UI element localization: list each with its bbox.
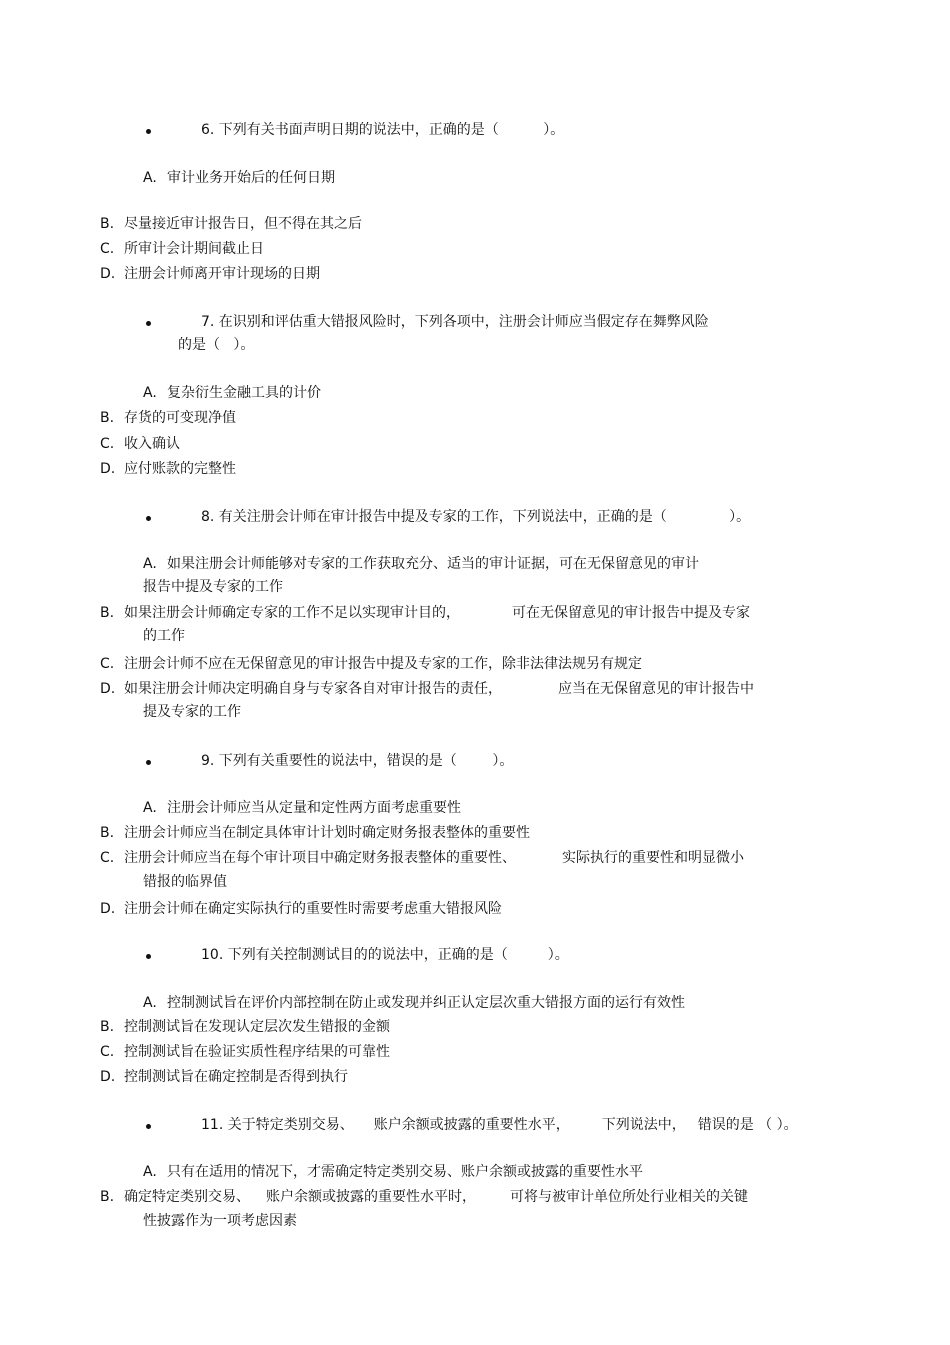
option-text-2: 实际执行的重要性和明显微小 [562,850,744,866]
option-text: 只有在适用的情况下，才需确定特定类别交易、账户余额或披露的重要性水平 [167,1164,643,1180]
stem-part-2: 账户余额或披露的重要性水平， [373,1117,570,1133]
option-letter: D. [100,461,116,477]
question-10-stem: 10. 下列有关控制测试目的的说法中，正确的是（ ）。 [201,947,569,963]
option-letter: C. [100,656,115,672]
question-11-stem [201,1114,798,1136]
q8-option-a[interactable] [143,553,699,575]
bullet-q7 [146,321,151,326]
stem-part-1: 11. 关于特定类别交易、 [201,1117,354,1133]
option-text: 如果注册会计师确定专家的工作不足以实现审计目的， [124,605,460,621]
option-text: 注册会计师应当在每个审计项目中确定财务报表整体的重要性、 [124,850,516,866]
bullet-q6 [146,129,151,134]
q6-option-a[interactable] [143,167,335,189]
option-letter: A. [143,1164,157,1180]
option-letter: A. [143,995,157,1011]
q8-option-c[interactable] [100,653,642,675]
q9-option-a[interactable] [143,797,461,819]
q9-option-b[interactable] [100,822,530,844]
option-letter: D. [100,681,116,697]
q9-option-c[interactable] [100,847,744,869]
option-letter: B. [100,825,115,841]
q11-option-a[interactable] [143,1161,643,1183]
q8-option-d[interactable] [100,678,754,700]
q6-option-d[interactable] [100,263,320,285]
option-letter: A. [143,556,157,572]
q10-option-d[interactable] [100,1066,348,1088]
stem-part-4: 错误的是 （ ）。 [697,1117,798,1133]
option-text: 如果注册会计师决定明确自身与专家各自对审计报告的责任， [124,681,502,697]
option-text: 收入确认 [124,436,180,452]
option-letter: B. [100,605,115,621]
option-text: 复杂衍生金融工具的计价 [167,385,321,401]
option-text: 应付账款的完整性 [124,461,236,477]
option-text: 注册会计师应当从定量和定性两方面考虑重要性 [167,800,461,816]
question-8-stem: 8. 有关注册会计师在审计报告中提及专家的工作，下列说法中，正确的是（ ）。 [201,509,751,525]
option-letter: B. [100,1189,115,1205]
option-text-2: 账户余额或披露的重要性水平时， [266,1189,476,1205]
q7-option-c[interactable] [100,433,180,455]
bullet-q10 [146,954,151,959]
option-text: 存货的可变现净值 [124,410,236,426]
option-letter: B. [100,1019,115,1035]
option-text: 确定特定类别交易、 [124,1189,250,1205]
q11-option-b[interactable] [100,1186,748,1208]
option-letter: B. [100,216,115,232]
option-letter: D. [100,901,116,917]
option-letter: C. [100,436,115,452]
option-text: 注册会计师不应在无保留意见的审计报告中提及专家的工作，除非法律法规另有规定 [124,656,642,672]
option-letter: A. [143,170,157,186]
q7-option-b[interactable] [100,407,236,429]
option-letter: C. [100,850,115,866]
option-text: 如果注册会计师能够对专家的工作获取充分、适当的审计证据，可在无保留意见的审计 [167,556,699,572]
q7-option-a[interactable] [143,382,321,404]
q6-option-c[interactable] [100,238,264,260]
option-text: 注册会计师应当在制定具体审计计划时确定财务报表整体的重要性 [124,825,530,841]
option-text: 控制测试旨在验证实质性程序结果的可靠性 [124,1044,390,1060]
q10-option-a[interactable] [143,992,685,1014]
q8-option-b[interactable] [100,602,750,624]
option-letter: B. [100,410,115,426]
option-text: 所审计会计期间截止日 [124,241,264,257]
option-text: 控制测试旨在评价内部控制在防止或发现并纠正认定层次重大错报方面的运行有效性 [167,995,685,1011]
bullet-q8 [146,516,151,521]
q8-option-d-cont: 提及专家的工作 [143,704,241,720]
option-text: 控制测试旨在发现认定层次发生错报的金额 [124,1019,390,1035]
q7-option-d[interactable] [100,458,236,480]
q6-option-b[interactable] [100,213,362,235]
option-text-2: 应当在无保留意见的审计报告中 [558,681,754,697]
option-text-3: 可将与被审计单位所处行业相关的关键 [510,1189,748,1205]
option-text: 控制测试旨在确定控制是否得到执行 [124,1069,348,1085]
option-text-2: 可在无保留意见的审计报告中提及专家 [512,605,750,621]
stem-part-3: 下列说法中， [601,1117,686,1133]
q10-option-b[interactable] [100,1016,390,1038]
question-7-stem-cont: 的是（ ）。 [178,337,255,353]
question-7-stem: 7. 在识别和评估重大错报风险时，下列各项中，注册会计师应当假定存在舞弊风险 [201,314,709,330]
option-letter: A. [143,385,157,401]
q8-option-b-cont: 的工作 [143,628,185,644]
q10-option-c[interactable] [100,1041,390,1063]
option-text: 尽量接近审计报告日，但不得在其之后 [124,216,362,232]
q9-option-c-cont: 错报的临界值 [143,874,227,890]
option-letter: A. [143,800,157,816]
option-text: 注册会计师离开审计现场的日期 [124,266,320,282]
option-letter: C. [100,241,115,257]
option-text: 审计业务开始后的任何日期 [167,170,335,186]
q11-option-b-cont: 性披露作为一项考虑因素 [143,1213,297,1229]
question-9-stem: 9. 下列有关重要性的说法中，错误的是（ ）。 [201,753,514,769]
option-letter: C. [100,1044,115,1060]
bullet-q11 [146,1124,151,1129]
option-text: 注册会计师在确定实际执行的重要性时需要考虑重大错报风险 [124,901,502,917]
q9-option-d[interactable] [100,898,502,920]
q8-option-a-cont: 报告中提及专家的工作 [143,579,283,595]
bullet-q9 [146,760,151,765]
option-letter: D. [100,266,116,282]
question-6-stem: 6. 下列有关书面声明日期的说法中，正确的是（ ）。 [201,122,565,138]
option-letter: D. [100,1069,116,1085]
